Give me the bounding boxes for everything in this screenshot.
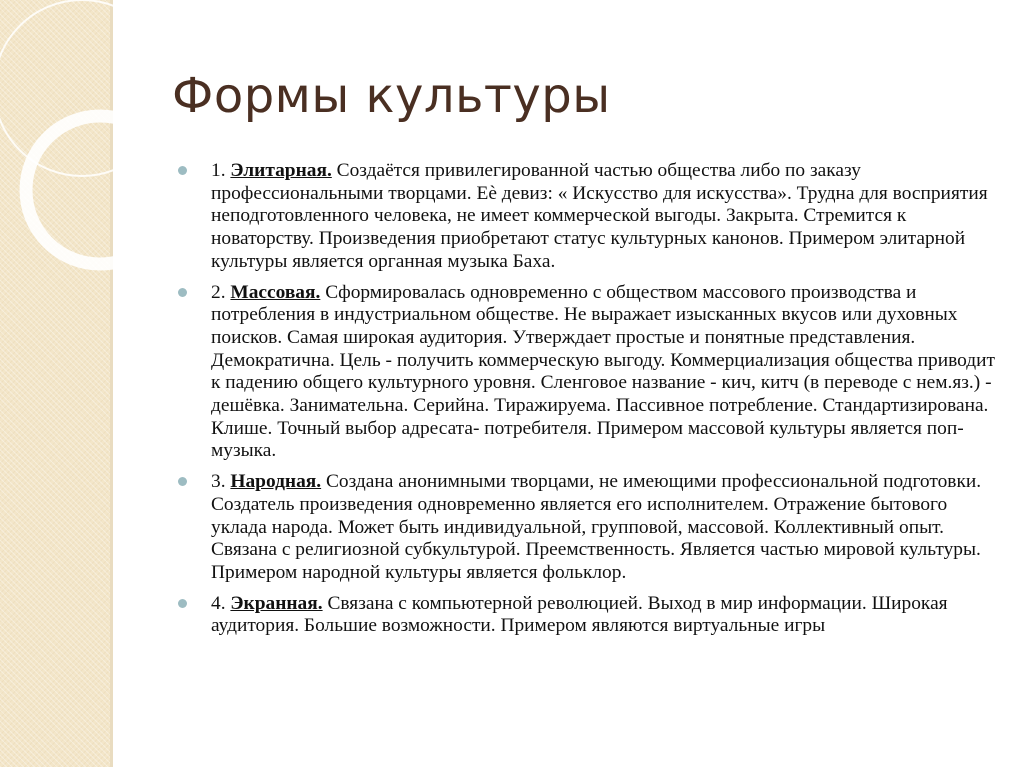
item-text: Создаётся привилегированной частью общества либо по заказу профессиональными творцами. Еè девиз: « Искусство для искусства». Трудна для восприятия неподготовленного человека, не имеет коммерческой выгоды. Закрыта. Стремится к новаторству. Произведения приобретают статус культурных канонов. Примером элитарной культуры является органная музыка Баха. [211,160,988,272]
item-number: 1. [211,160,226,181]
bullet-icon [178,599,187,608]
item-term: Элитарная. [230,160,332,181]
item-term: Экранная. [230,592,323,614]
item-number: 4. [211,592,226,614]
item-text: Связана с компьютерной революцией. Выход в мир информации. Широкая аудитория. Большие возможности. Примером являются виртуальные игры [211,592,948,637]
decorative-ring-large [0,0,170,176]
slide-title: Формы культуры [172,68,611,124]
bullet-icon [178,166,187,175]
item-text: Создана анонимными творцами, не имеющими профессиональной подготовки. Создатель произведения одновременно является его исполнителем. Отражение бытового уклада народа. Может быть индивидуальной, групповой, массовой. Коллективный опыт. Связана с религиозной субкультурой. Преемственность. Является частью мировой культуры. Примером народной культуры является фольклор. [211,471,982,583]
bullet-icon [178,288,187,297]
item-text: Сформировалась одновременно с обществом массового производства и потребления в индустриальном обществе. Не выражает изысканных вкусов или духовных поисков. Самая широкая аудитория. Утверждает простые и понятные представления. Демократична. Цель - получить коммерческую выгоду. Коммерциализация общества приводит к падению общего культурного уровня. Сленговое название - кич, китч (в переводе с нем.яз.) - дешёвка. Занимательна. Серийна. Тиражируема. Пассивное потребление. Стандартизирована. Клише. Точный выбор адресата- потребителя. Примером массовой культуры является поп-музыка. [211,281,996,462]
list-item-screen [178,593,996,638]
list-item-elitist [178,160,996,274]
bullet-icon [178,477,187,486]
culture-forms-list [178,160,996,646]
decorative-ring-small [26,116,174,264]
list-item-folk [178,471,996,585]
item-number: 2. [211,281,226,303]
item-term: Массовая. [230,281,321,303]
list-item-mass [178,282,996,464]
item-term: Народная. [230,471,322,493]
decorative-rings [0,0,200,320]
item-number: 3. [211,471,226,493]
